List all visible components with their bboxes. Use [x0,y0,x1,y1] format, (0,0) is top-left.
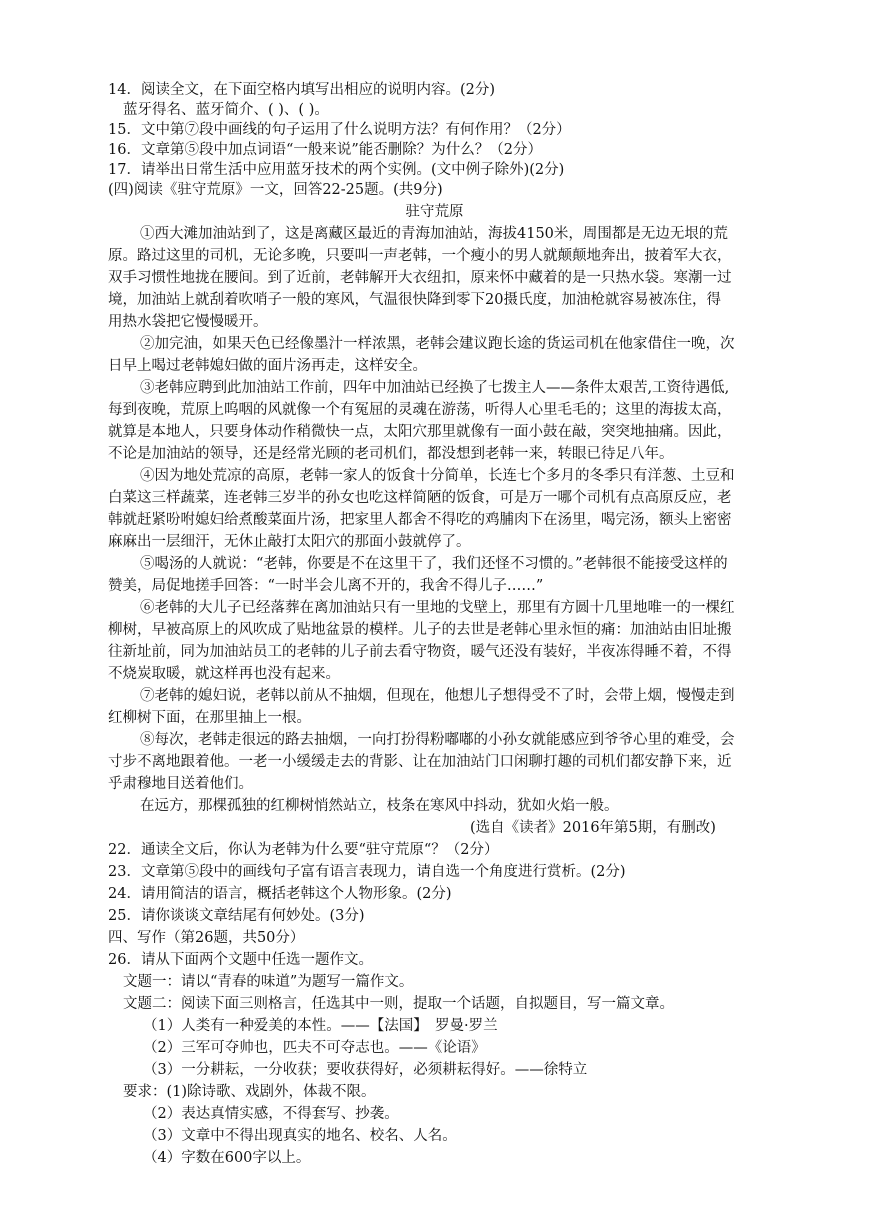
article-line: 柳树，早被高原上的风吹成了贴地盆景的模样。儿子的去世是老韩心里永恒的痛：加油站由旧址搬 [108,622,732,638]
article-line: 每到夜晚，荒原上呜咽的风就像一个有冤屈的灵魂在游荡，听得人心里毛毛的；这里的海拔太高， [108,402,732,418]
question-16: 16．文章第⑤段中加点词语“一般来说”能否删除？为什么？（2分） [108,142,542,158]
article-line: 麻麻出一层细汗，无休止敲打太阳穴的那面小鼓就停了。 [108,534,471,550]
article-line: 日早上喝过老韩媳妇做的面片汤再走，这样安全。 [108,358,427,374]
question-17: 17．请举出日常生活中应用蓝牙技术的两个实例。(文中例子除外)(2分) [108,162,565,178]
article-line: 乎肃穆地目送着他们。 [108,776,253,792]
essay-quote: （3）一分耕耘，一分收获；要收获得好，必须耕耘得好。——徐特立 [143,1062,588,1078]
essay-requirement: （2）表达真情实感，不得套写、抄袭。 [143,1106,399,1122]
article-line: 原。路过这里的司机，无论多晚，只要叫一声老韩，一个瘦小的男人就颠颠地奔出，披着军大衣， [108,248,732,264]
section-4-heading: (四)阅读《驻守荒原》一文，回答22-25题。(共9分) [108,182,443,198]
article-line: ⑥老韩的大儿子已经落葬在离加油站只有一里地的戈壁上，那里有方圆十几里地唯一的一棵红 [140,600,735,616]
article-line: ③老韩应聘到此加油站工作前，四年中加油站已经换了七拨主人——条件太艰苦,工资待遇低, [140,380,730,396]
article-line: ⑤喝汤的人就说：“老韩，你要是不在这里干了，我们还怪不习惯的。”老韩很不能接受这样的 [140,556,728,572]
essay-quote: （1）人类有一种爱美的本性。——【法国】 罗曼·罗兰 [143,1018,498,1034]
question-23: 23．文章第⑤段中的画线句子富有语言表现力，请自选一个角度进行赏析。(2分) [108,864,626,880]
question-24: 24．请用简洁的语言，概括老韩这个人物形象。(2分) [108,886,452,902]
article-line: 往新址前，同为加油站员工的老韩的儿子前去看守物资，暖气还没有装好，半夜冻得睡不着，不得 [108,644,732,660]
question-25: 25．请你谈谈文章结尾有何妙处。(3分) [108,908,365,924]
article-line: 双手习惯性地拢在腰间。到了近前，老韩解开大衣纽扣，原来怀中藏着的是一只热水袋。寒潮一过 [108,270,732,286]
article-title: 驻守荒原 [405,204,464,220]
essay-topic-2: 文题二：阅读下面三则格言，任选其中一则，提取一个话题，自拟题目，写一篇文章。 [123,996,674,1012]
article-line: 不烧炭取暖，就这样再也没有起来。 [108,666,340,682]
article-line: 韩就赶紧吩咐媳妇给煮酸菜面片汤，把家里人都舍不得吃的鸡脯肉下在汤里，喝完汤，额头上密密 [108,512,732,528]
article-line: ①西大滩加油站到了，这是离藏区最近的青海加油站，海拔4150米，周围都是无边无垠的荒 [140,226,728,242]
article-line: 白菜这三样蔬菜，连老韩三岁半的孙女也吃这样简陋的饭食，可是万一哪个司机有点高原反应，老 [108,490,732,506]
article-line: 寸步不离地跟着他。一老一小缓缓走去的背影、让在加油站门口闲聊打趣的司机们都安静下来，近 [108,754,732,770]
article-line: ⑧每次，老韩走很远的路去抽烟，一向打扮得粉嘟嘟的小孙女就能感应到爷爷心里的难受，会 [140,732,735,748]
question-14: 14．阅读全文，在下面空格内填写出相应的说明内容。(2分) [108,82,495,98]
article-line: 就算是本地人，只要身体动作稍微快一点，太阳穴那里就像有一面小鼓在敲，突突地抽痛。因此， [108,424,732,440]
question-26: 26．请从下面两个文题中任选一题作文。 [108,952,373,968]
article-line: 在远方，那棵孤独的红柳树悄然站立，枝条在寒风中抖动，犹如火焰一般。 [140,798,619,814]
essay-quote: （2）三军可夺帅也，匹夫不可夺志也。——《论语》 [143,1040,486,1056]
article-line: 不论是加油站的领导，还是经常光顾的老司机们，都没想到老韩一来，转眼已待足八年。 [108,446,674,462]
article-line: ④因为地处荒凉的高原，老韩一家人的饭食十分简单，长连七个多月的冬季只有洋葱、土豆和 [140,468,735,484]
article-line: 用热水袋把它慢慢暖开。 [108,314,268,330]
article-line: 赞美，局促地搓手回答：“一时半会儿离不开的，我舍不得儿子……” [108,578,544,594]
question-14-blanks: 蓝牙得名、蓝牙简介、( )、( )。 [123,102,329,118]
question-15: 15．文中第⑦段中画线的句子运用了什么说明方法？有何作用？（2分） [108,122,571,138]
article-line: ②加完油，如果天色已经像墨汁一样浓黑，老韩会建议跑长途的货运司机在他家借住一晚，次 [140,336,735,352]
essay-topic-1: 文题一：请以“青春的味道”为题写一篇作文。 [123,974,414,990]
article-line: 境，加油站上就刮着吹哨子一般的寒风，气温很快降到零下20摄氏度，加油枪就容易被冻住，得 [108,292,721,308]
writing-section-heading: 四、写作（第26题，共50分） [108,930,305,946]
essay-requirement: （3）文章中不得出现真实的地名、校名、人名。 [143,1128,457,1144]
article-line: 红柳树下面，在那里抽上一根。 [108,710,311,726]
article-line: ⑦老韩的媳妇说，老韩以前从不抽烟，但现在，他想儿子想得受不了时，会带上烟，慢慢走到 [140,688,735,704]
essay-requirement: （4）字数在600字以上。 [143,1150,311,1166]
article-source: (选自《读者》2016年第5期，有删改) [470,820,716,836]
question-22: 22．通读全文后，你认为老韩为什么要“驻守荒原“？（2分） [108,842,499,858]
essay-requirement: 要求：(1)除诗歌、戏剧外，体裁不限。 [123,1084,376,1100]
